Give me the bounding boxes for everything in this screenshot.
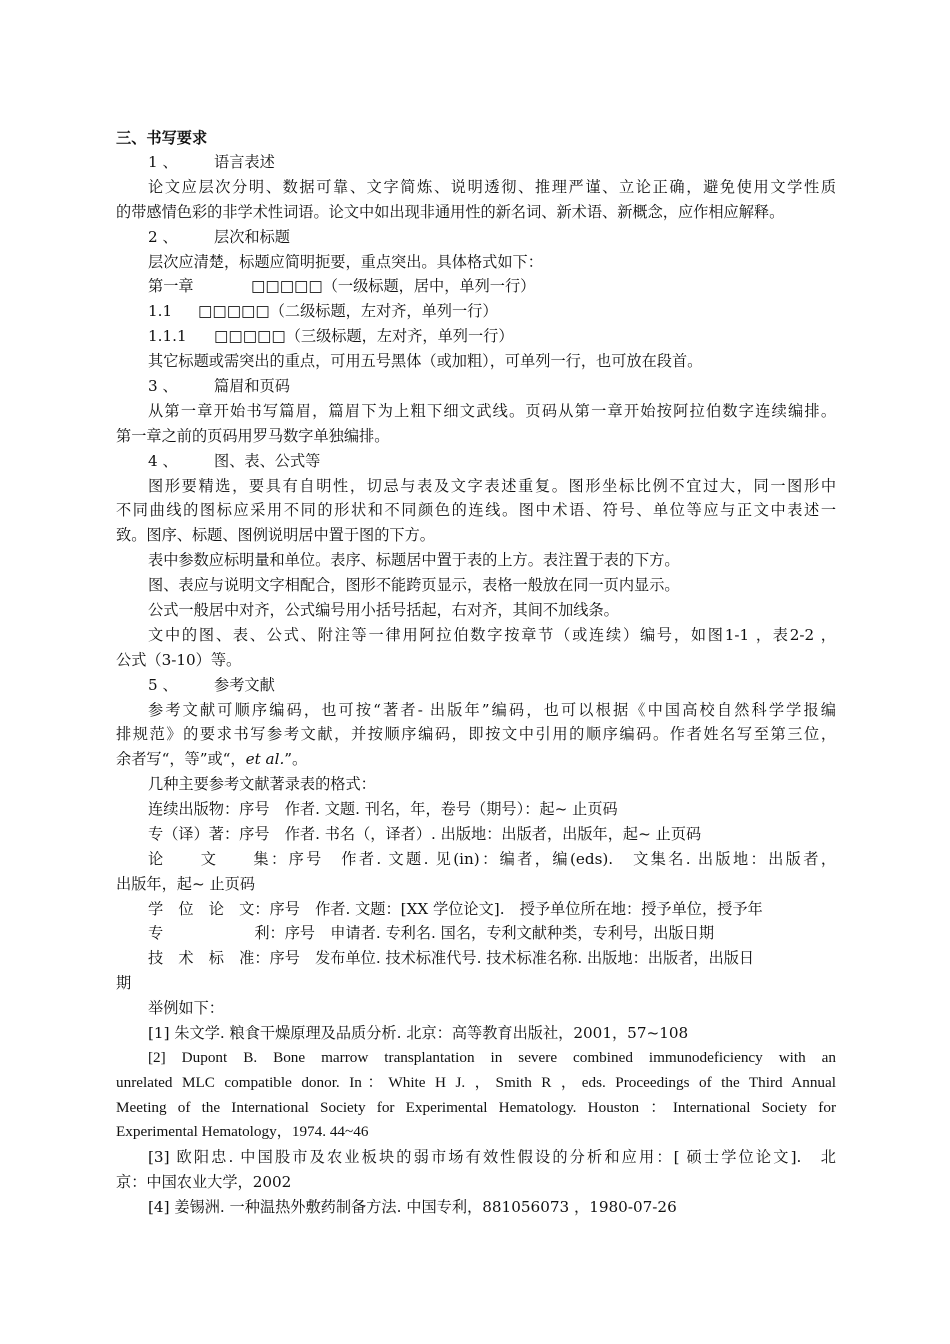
subsection-heading-figures	[148, 449, 836, 473]
reference-example-2-cont: Meeting of the International Society for Experimental Hematology. Houston ：International Society for	[116, 1099, 836, 1116]
paragraph-line: 举例如下：	[148, 999, 224, 1017]
heading-format-level1	[148, 274, 836, 298]
subsection-number: 3 、	[148, 377, 178, 395]
format-label: 专 利：	[148, 924, 285, 942]
format-text: □□□□□（二级标题，左对齐，单列一行）	[198, 302, 498, 320]
format-label: 技 术 标 准：	[148, 949, 270, 967]
format-text: 序号 发布单位. 技术标准代号. 技术标准名称. 出版地：出版者，出版日	[269, 949, 755, 967]
format-label: 论 文 集：	[148, 850, 289, 868]
reference-example-3-cont: 京：中国农业大学，2002	[116, 1173, 292, 1191]
format-text: □□□□□（三级标题，左对齐，单列一行）	[214, 327, 514, 345]
format-text: 序号 作者. 文题. 见(in)：编者，编(eds). 文集名. 出版地：出版者，	[288, 850, 837, 868]
reference-example-4: [4] 姜锡洲. 一种温热外敷药制备方法. 中国专利，881056073 ，1980-07-26	[148, 1198, 677, 1216]
paragraph-line: 层次应清楚，标题应简明扼要，重点突出。具体格式如下：	[148, 253, 543, 271]
paragraph-line: 图、表应与说明文字相配合，图形不能跨页显示，表格一般放在同一页内显示。	[148, 576, 680, 594]
format-collection-cont: 出版年，起~ 止页码	[116, 875, 256, 893]
format-text: 序号 作者. 文题：[XX 学位论文]. 授予单位所在地：授予单位，授予年	[269, 900, 763, 918]
reference-example-2: [2] Dupont B. Bone marrow transplantation in severe combined immunodeficiency with an	[148, 1049, 836, 1066]
subsection-title: 语言表述	[214, 153, 275, 171]
format-thesis	[148, 897, 836, 921]
reference-example-2-cont: unrelated MLC compatible donor. In：White H J. ，Smith R ，eds. Proceedings of the Third Annual	[116, 1074, 836, 1091]
format-standard-cont: 期	[116, 974, 132, 992]
paragraph-line: 论文应层次分明、数据可靠、文字简炼、说明透彻、推理严谨、立论正确，避免使用文学性质	[148, 178, 836, 196]
paragraph-line	[116, 747, 836, 771]
text-segment: ”。	[284, 750, 308, 768]
section-heading: 三、书写要求	[116, 129, 208, 147]
paragraph-line: 图形要精选，要具有自明性，切忌与表及文字表述重复。图形坐标比例不宜过大，同一图形中	[148, 477, 836, 495]
paragraph-line: 其它标题或需突出的重点，可用五号黑体（或加粗），可单列一行，也可放在段首。	[148, 352, 703, 370]
format-book: 专（译）著：序号 作者. 书名（，译者）. 出版地：出版者，出版年，起~ 止页码	[148, 825, 702, 843]
subsection-title: 图、表、公式等	[214, 452, 321, 470]
format-label: 第一章	[148, 277, 194, 295]
subsection-heading-language	[148, 150, 836, 174]
subsection-number: 5 、	[148, 676, 178, 694]
format-label: 1.1	[148, 302, 173, 320]
heading-format-level3	[148, 324, 836, 348]
italic-text: et al.	[245, 750, 285, 768]
subsection-title: 参考文献	[214, 676, 275, 694]
format-label: 学 位 论 文：	[148, 900, 270, 918]
format-serial: 连续出版物：序号 作者. 文题. 刊名，年，卷号（期号）：起~ 止页码	[148, 800, 618, 818]
subsection-heading-header	[148, 374, 836, 398]
paragraph-line: 公式（3-10）等。	[116, 651, 242, 669]
paragraph-line: 文中的图、表、公式、附注等一律用阿拉伯数字按章节（或连续）编号，如图1-1 ，表2-2 ，	[148, 626, 836, 644]
paragraph-line: 参考文献可顺序编码，也可按“著者- 出版年”编码，也可以根据《中国高校自然科学学报编	[148, 701, 836, 719]
paragraph-line: 排规范》的要求书写参考文献，并按顺序编码，即按文中引用的顺序编码。作者姓名写至第三位，	[116, 725, 836, 743]
reference-example-2-cont: Experimental Hematology，1974. 44~46	[116, 1123, 369, 1140]
paragraph-line: 表中参数应标明量和单位。表序、标题居中置于表的上方。表注置于表的下方。	[148, 551, 680, 569]
paragraph-line: 的带感情色彩的非学术性词语。论文中如出现非通用性的新名词、新术语、新概念，应作相应解释。	[116, 203, 785, 221]
subsection-number: 4 、	[148, 452, 178, 470]
format-standard	[148, 946, 836, 970]
subsection-title: 篇眉和页码	[214, 377, 290, 395]
subsection-heading-levels	[148, 225, 836, 249]
paragraph-line: 第一章之前的页码用罗马数字单独编排。	[116, 427, 390, 445]
format-text: 序号 申请者. 专利名. 国名，专利文献种类，专利号，出版日期	[284, 924, 715, 942]
paragraph-line: 几种主要参考文献著录表的格式：	[148, 775, 376, 793]
subsection-number: 2 、	[148, 228, 178, 246]
heading-format-level2	[148, 299, 836, 323]
paragraph-line: 致。图序、标题、图例说明居中置于图的下方。	[116, 526, 435, 544]
format-patent	[148, 921, 836, 945]
format-label: 1.1.1	[148, 327, 187, 345]
subsection-title: 层次和标题	[214, 228, 290, 246]
paragraph-line: 不同曲线的图标应采用不同的形状和不同颜色的连线。图中术语、符号、单位等应与正文中表述一	[116, 501, 836, 519]
reference-example-1: [1] 朱文学. 粮食干燥原理及品质分析. 北京：高等教育出版社，2001，57~108	[148, 1024, 689, 1042]
subsection-number: 1 、	[148, 153, 178, 171]
format-text: □□□□□（一级标题，居中，单列一行）	[251, 277, 536, 295]
paragraph-line: 从第一章开始书写篇眉，篇眉下为上粗下细文武线。页码从第一章开始按阿拉伯数字连续编排。	[148, 402, 836, 420]
subsection-heading-references	[148, 673, 836, 697]
paragraph-line: 公式一般居中对齐，公式编号用小括号括起，右对齐，其间不加线条。	[148, 601, 619, 619]
reference-example-3: [3] 欧阳忠. 中国股市及农业板块的弱市场有效性假设的分析和应用：[ 硕士学位论文]. 北	[148, 1148, 836, 1166]
text-segment: 余者写“，等”或“，	[116, 750, 246, 768]
format-collection	[148, 847, 836, 871]
